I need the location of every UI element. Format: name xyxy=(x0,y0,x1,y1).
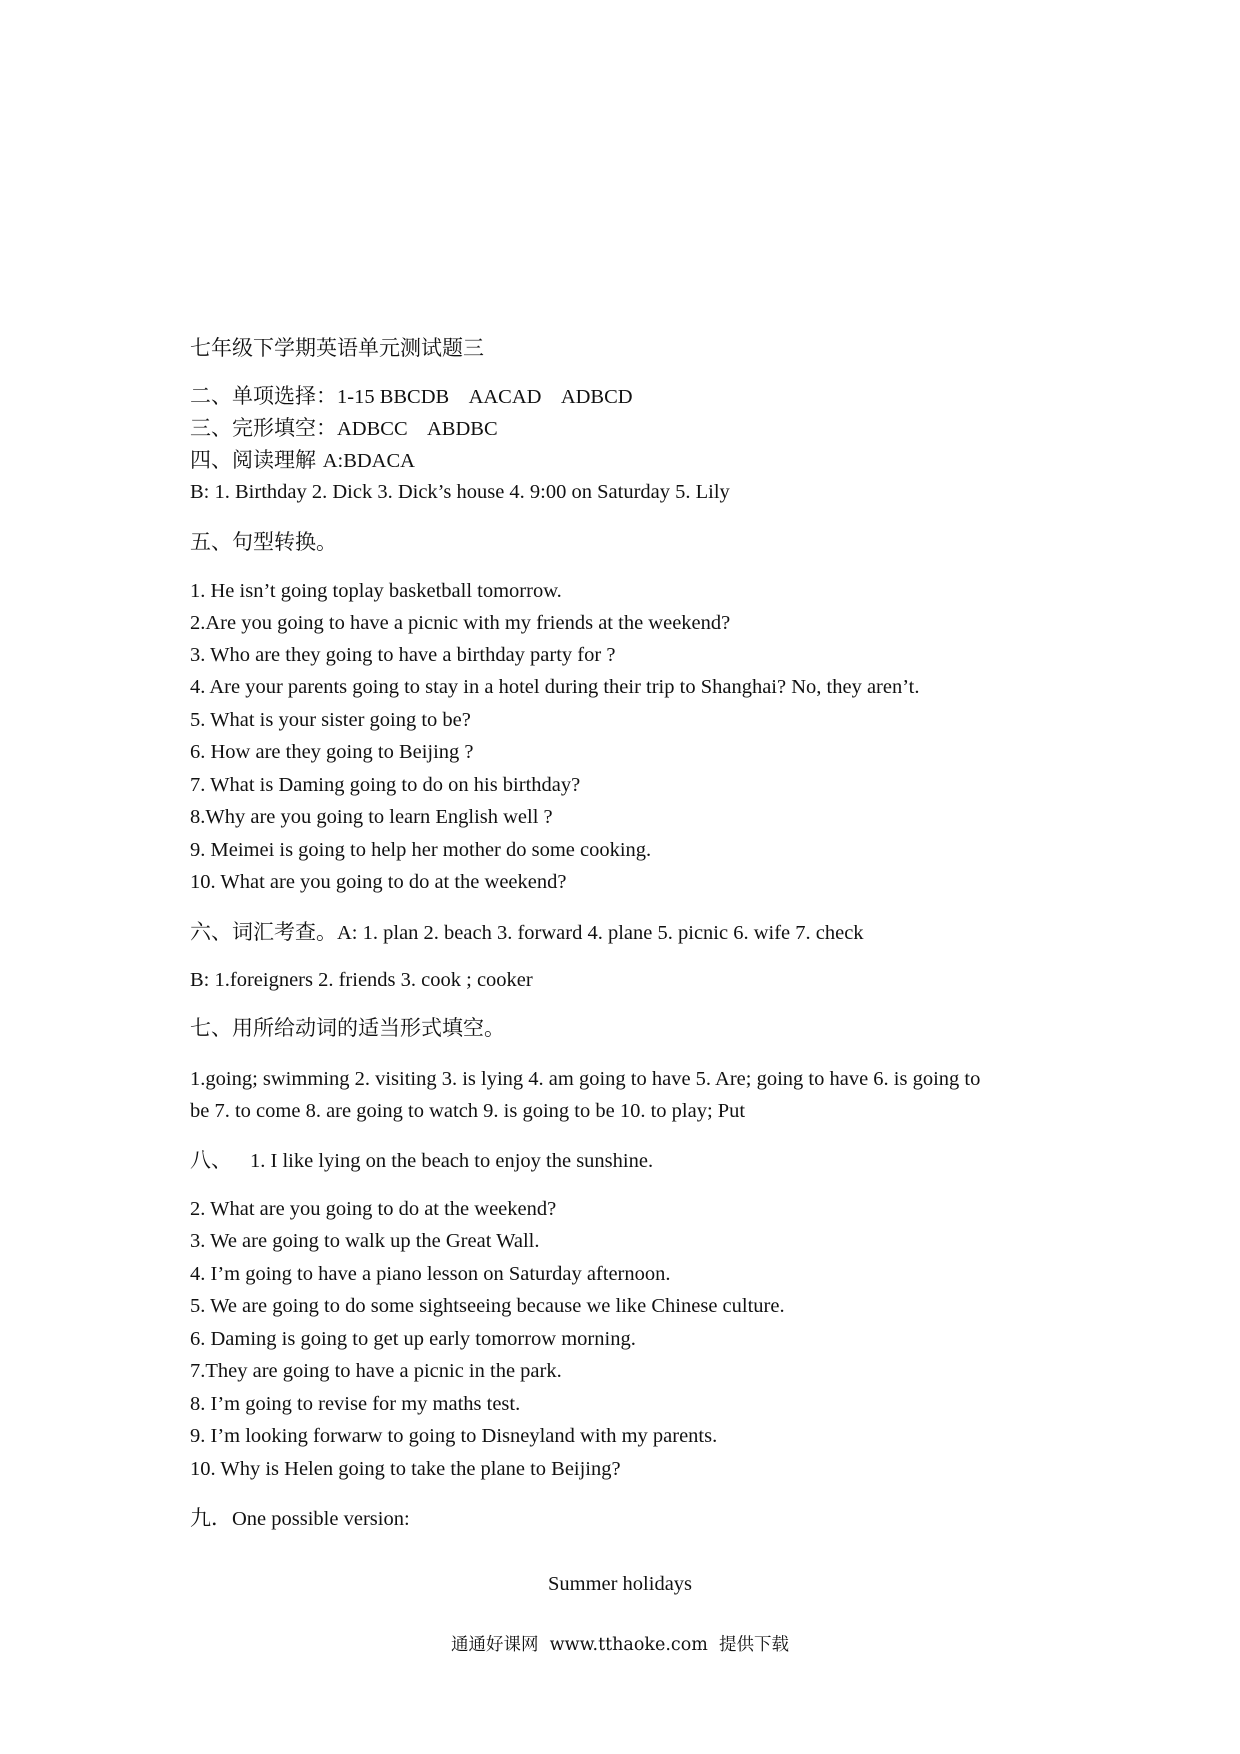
section-6-a-answers: A: 1. plan 2. beach 3. forward 4. plane 5. picnic 6. wife 7. check xyxy=(337,922,864,944)
section-5-item: 7. What is Daming going to do on his birthday? xyxy=(190,774,581,796)
section-5-item: 2.Are you going to have a picnic with my friends at the weekend? xyxy=(190,612,731,634)
section-6-b-line: B: 1.foreigners 2. friends 3. cook ; cooker xyxy=(190,969,533,991)
section-9-text: One possible version: xyxy=(232,1508,410,1530)
section-5-item: 5. What is your sister going to be? xyxy=(190,709,471,731)
section-6-a-line xyxy=(190,918,864,947)
section-7-line-1: 1.going; swimming 2. visiting 3. is lying 4. am going to have 5. Are; going to have 6. is going to xyxy=(190,1068,981,1090)
section-8-item: 9. I’m looking forwarw to going to Disneyland with my parents. xyxy=(190,1425,718,1447)
section-2-label: 二、单项选择： xyxy=(190,384,337,408)
section-5-item: 6. How are they going to Beijing ? xyxy=(190,741,474,763)
section-2-line xyxy=(190,382,633,411)
section-5-item: 10. What are you going to do at the weekend? xyxy=(190,871,567,893)
document-title: 七年级下学期英语单元测试题三 xyxy=(190,336,484,360)
section-7-line-2: be 7. to come 8. are going to watch 9. is going to be 10. to play; Put xyxy=(190,1100,746,1122)
section-4-b-line: B: 1. Birthday 2. Dick 3. Dick’s house 4. 9:00 on Saturday 5. Lily xyxy=(190,481,730,503)
section-8-item: 3. We are going to walk up the Great Wall. xyxy=(190,1230,540,1252)
section-8-item: 2. What are you going to do at the weekend? xyxy=(190,1198,557,1220)
section-9-label: 九． xyxy=(190,1506,232,1530)
section-5-heading: 五、句型转换。 xyxy=(190,530,337,554)
section-3-line xyxy=(190,414,498,443)
section-8-label: 八、 xyxy=(190,1148,232,1172)
section-7-heading: 七、用所给动词的适当形式填空。 xyxy=(190,1016,505,1040)
essay-title: Summer holidays xyxy=(547,1573,693,1595)
section-9-line xyxy=(190,1504,410,1533)
section-8-item: 1. I like lying on the beach to enjoy the sunshine. xyxy=(250,1150,654,1172)
section-5-item: 4. Are your parents going to stay in a hotel during their trip to Shanghai? No, they aren’t. xyxy=(190,676,920,698)
section-2-answers: 1-15 BBCDB AACAD ADBCD xyxy=(337,386,633,408)
section-5-item: 9. Meimei is going to help her mother do some cooking. xyxy=(190,839,652,861)
section-6-label: 六、词汇考查。 xyxy=(190,920,337,944)
section-8-item: 6. Daming is going to get up early tomorrow morning. xyxy=(190,1328,636,1350)
section-5-item: 3. Who are they going to have a birthday party for ? xyxy=(190,644,616,666)
section-8-item: 8. I’m going to revise for my maths test. xyxy=(190,1393,521,1415)
section-5-item: 8.Why are you going to learn English well ? xyxy=(190,806,553,828)
footer-download-note: 通通好课网 www.tthaoke.com 提供下载 xyxy=(451,1635,789,1655)
section-8-item: 10. Why is Helen going to take the plane to Beijing? xyxy=(190,1458,621,1480)
section-8-item: 5. We are going to do some sightseeing because we like Chinese culture. xyxy=(190,1295,785,1317)
section-3-label: 三、完形填空： xyxy=(190,416,337,440)
section-8-item: 4. I’m going to have a piano lesson on Saturday afternoon. xyxy=(190,1263,671,1285)
section-5-item: 1. He isn’t going toplay basketball tomorrow. xyxy=(190,580,562,602)
section-8-first-line xyxy=(190,1146,653,1175)
section-4-label: 四、阅读理解 xyxy=(190,448,323,472)
section-8-item: 7.They are going to have a picnic in the park. xyxy=(190,1360,562,1382)
section-4-line xyxy=(190,446,415,475)
section-4-answers-a: A:BDACA xyxy=(322,450,415,472)
section-3-answers: ADBCC ABDBC xyxy=(337,418,498,440)
